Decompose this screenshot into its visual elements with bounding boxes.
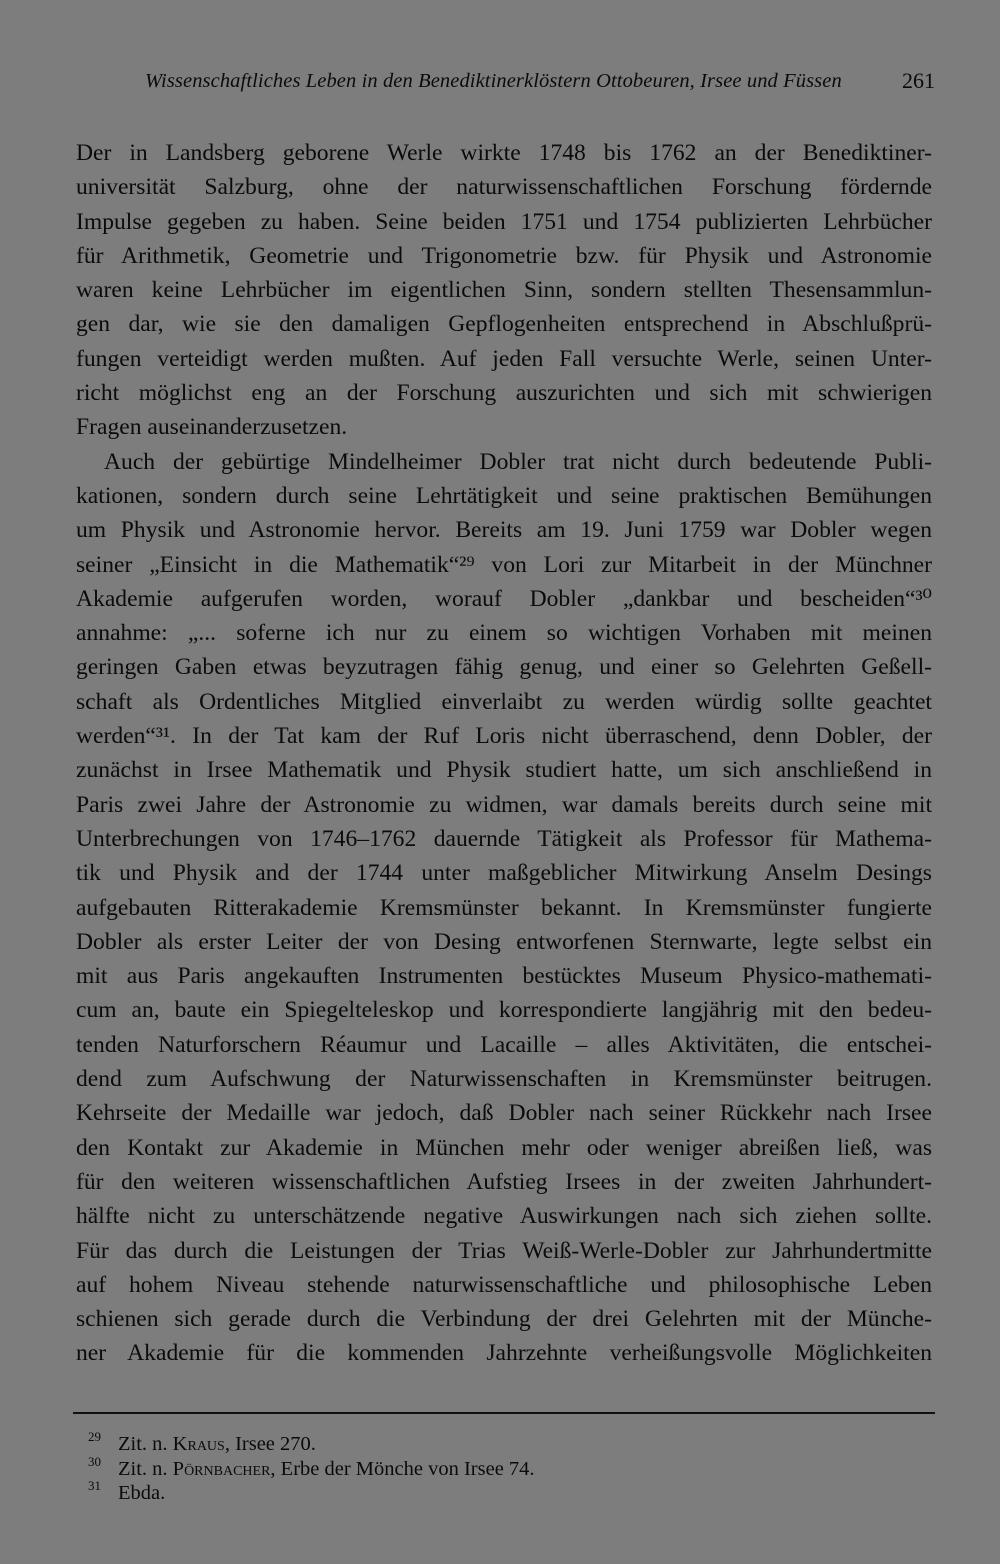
- page-number: 261: [902, 68, 935, 93]
- footnotes: [88, 1429, 788, 1506]
- footnote: [88, 1453, 788, 1482]
- body-line: waren keine Lehrbücher im eigentlichen Sinn, sondern stellten Thesensammlun-: [76, 277, 932, 304]
- body-line: Der in Landsberg geborene Werle wirkte 1748 bis 1762 an der Benediktiner-: [76, 140, 932, 166]
- body-line: geringen Gaben etwas beyzutragen fähig genug, und einer so Gelehrten Geßell-: [76, 654, 932, 681]
- footnote-text: [118, 1432, 316, 1457]
- footnote-rest: , Erbe der Mönche von Irsee 74.: [270, 1457, 535, 1480]
- body-line: auf hohem Niveau stehende naturwissenschaftliche und philosophische Leben: [76, 1271, 932, 1298]
- footnote-prefix: Zit. n.: [118, 1457, 173, 1480]
- footnote-number: 30: [88, 1453, 101, 1469]
- body-line: für den weiteren wissenschaftlichen Aufstieg Irsees in der zweiten Jahrhundert-: [76, 1168, 932, 1195]
- running-header: [145, 70, 935, 102]
- footnote-rest: Ebda.: [118, 1482, 166, 1504]
- body-line: Für das durch die Leistungen der Trias Weiß-Werle-Dobler zur Jahrhundertmitte: [76, 1237, 932, 1264]
- body-text: [76, 136, 932, 1371]
- footnote-number: 31: [88, 1478, 101, 1493]
- footnote-number: 29: [88, 1429, 101, 1444]
- body-line: Impulse gegeben zu haben. Seine beiden 1751 und 1754 publizierten Lehrbücher: [76, 208, 932, 235]
- body-line: schaft als Ordentliches Mitglied einverlaibt zu werden würdig sollte geachtet: [76, 688, 932, 715]
- body-line: tik und Physik and der 1744 unter maßgeblicher Mitwirkung Anselm Desings: [76, 860, 932, 887]
- body-line: werden“³¹. In der Tat kam der Ruf Loris nicht überraschend, denn Dobler, der: [76, 723, 932, 750]
- footnote: [88, 1429, 788, 1457]
- body-line: tenden Naturforschern Réaumur und Lacaille – alles Aktivitäten, die entschei-: [76, 1031, 932, 1058]
- footnote-author: Pörnbacher: [172, 1457, 271, 1480]
- body-line: um Physik und Astronomie hervor. Bereits am 19. Juni 1759 war Dobler wegen: [76, 517, 932, 544]
- body-line: zunächst in Irsee Mathematik und Physik studiert hatte, um sich anschließend in: [76, 757, 932, 784]
- body-line: kationen, sondern durch seine Lehrtätigkeit und seine praktischen Bemühungen: [76, 482, 932, 509]
- body-line: Dobler als erster Leiter der von Desing entworfenen Sternwarte, legte selbst ein: [76, 928, 932, 955]
- body-line: fungen verteidigt werden mußten. Auf jeden Fall versuchte Werle, seinen Unter-: [76, 345, 932, 372]
- body-line: hälfte nicht zu unterschätzende negative Auswirkungen nach sich ziehen sollte.: [76, 1203, 932, 1230]
- body-line: Auch der gebürtige Mindelheimer Dobler trat nicht durch bedeutende Publi-: [104, 448, 932, 475]
- footnote-author: Kraus: [172, 1433, 225, 1455]
- body-line: dend zum Aufschwung der Naturwissenschaften in Kremsmünster beitrugen.: [76, 1066, 932, 1093]
- running-title: Wissenschaftliches Leben in den Benediktinerklöstern Ottobeuren, Irsee und Füssen: [145, 70, 842, 92]
- body-line: für Arithmetik, Geometrie und Trigonometrie bzw. für Physik und Astronomie: [76, 242, 932, 269]
- footnote-text: [118, 1457, 535, 1482]
- body-line: Paris zwei Jahre der Astronomie zu widmen, war damals bereits durch seine mit: [76, 791, 932, 818]
- body-line: mit aus Paris angekauften Instrumenten bestücktes Museum Physico-mathemati-: [76, 963, 932, 990]
- footnote-rest: , Irsee 270.: [224, 1433, 316, 1455]
- body-line: Unterbrechungen von 1746–1762 dauernde Tätigkeit als Professor für Mathema-: [76, 825, 932, 852]
- body-line: universität Salzburg, ohne der naturwissenschaftlichen Forschung fördernde: [76, 174, 932, 201]
- body-line: cum an, baute ein Spiegelteleskop und korrespondierte langjährig mit den bedeu-: [76, 997, 932, 1024]
- body-line: annahme: „... soferne ich nur zu einem so wichtigen Vorhaben mit meinen: [76, 620, 932, 647]
- footnote: [88, 1478, 788, 1506]
- body-line: schienen sich gerade durch die Verbindung der drei Gelehrten mit der Münche-: [76, 1306, 932, 1333]
- body-line: aufgebauten Ritterakademie Kremsmünster bekannt. In Kremsmünster fungierte: [76, 894, 932, 921]
- body-line: Fragen auseinanderzusetzen.: [76, 414, 348, 441]
- footnote-text: [118, 1481, 165, 1506]
- body-line: den Kontakt zur Akademie in München mehr oder weniger abreißen ließ, was: [76, 1134, 932, 1161]
- body-line: richt möglichst eng an der Forschung auszurichten und sich mit schwierigen: [76, 380, 932, 407]
- body-line: seiner „Einsicht in die Mathematik“²⁹ von Lori zur Mitarbeit in der Münchner: [76, 551, 932, 578]
- footnote-prefix: Zit. n.: [118, 1433, 173, 1455]
- body-line: ner Akademie für die kommenden Jahrzehnte verheißungsvolle Möglichkeiten: [76, 1340, 932, 1367]
- body-line: Akademie aufgerufen worden, worauf Dobler „dankbar und bescheiden“³⁰: [76, 585, 932, 612]
- body-line: Kehrseite der Medaille war jedoch, daß Dobler nach seiner Rückkehr nach Irsee: [76, 1100, 932, 1127]
- footnote-rule: [73, 1412, 935, 1414]
- body-line: gen dar, wie sie den damaligen Gepflogenheiten entsprechend in Abschlußprü-: [76, 311, 932, 338]
